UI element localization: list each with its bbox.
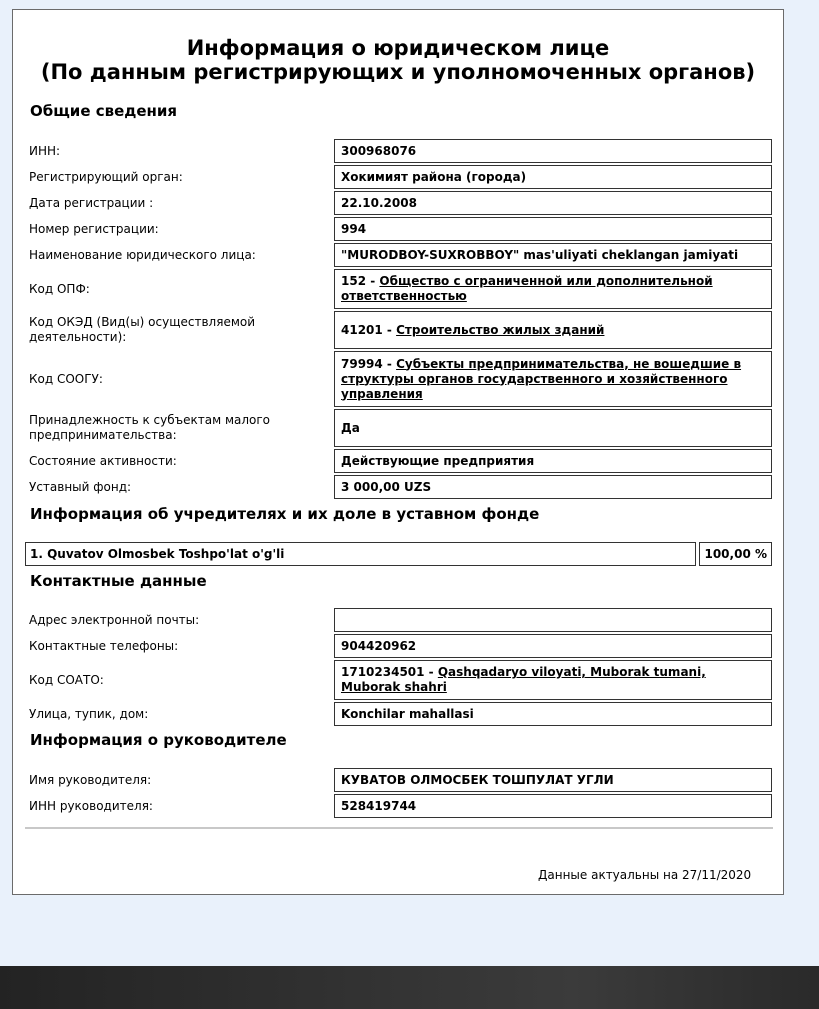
director-name-value: КУВАТОВ ОЛМОСБЕК ТОШПУЛАТ УГЛИ: [334, 768, 772, 792]
entity-name-value: "MURODBOY-SUXROBBOY" mas'uliyati cheklangan jamiyati: [334, 243, 772, 267]
founders-heading: Информация об учредителях и их доле в уставном фонде: [30, 505, 540, 523]
entity-name-label: Наименование юридического лица:: [29, 247, 256, 262]
data-actual-date: Данные актуальны на 27/11/2020: [538, 868, 752, 882]
inn-value: 300968076: [334, 139, 772, 163]
soogu-separator: -: [382, 356, 397, 371]
reg-number-label: Номер регистрации:: [29, 221, 159, 236]
soogu-label: Код СООГУ:: [29, 371, 103, 386]
reg-organ-value: Хокимият района (города): [334, 165, 772, 189]
founder-share: 100,00 %: [699, 542, 772, 566]
soato-label: Код СОАТО:: [29, 672, 104, 687]
contacts-heading: Контактные данные: [30, 572, 207, 590]
soogu-link[interactable]: Субъекты предпринимательства, не вошедшие в структуры органов государственного и хозяйственного управления: [341, 356, 742, 401]
phone-label: Контактные телефоны:: [29, 638, 179, 653]
page-title-line1: Информация о юридическом лице: [186, 36, 610, 60]
capital-value: 3 000,00 UZS: [334, 475, 772, 499]
small-biz-label: Принадлежность к субъектам малого предпринимательства:: [29, 413, 271, 442]
director-inn-value: 528419744: [334, 794, 772, 818]
director-heading: Информация о руководителе: [30, 731, 287, 749]
reg-date-label: Дата регистрации :: [29, 195, 154, 210]
reg-date-value: 22.10.2008: [334, 191, 772, 215]
opf-link[interactable]: Общество с ограниченной или дополнительной ответственностью: [341, 274, 713, 303]
soato-separator: -: [424, 665, 438, 679]
soogu-code: 79994: [341, 356, 383, 371]
opf-label: Код ОПФ:: [29, 281, 90, 296]
email-value: [334, 608, 772, 632]
oked-link[interactable]: Строительство жилых зданий: [396, 322, 605, 337]
soato-value: [334, 660, 772, 700]
reg-number-value: 994: [334, 217, 772, 241]
opf-value: [334, 269, 772, 309]
activity-label: Состояние активности:: [29, 453, 177, 468]
soato-code: 1710234501: [341, 665, 425, 679]
soato-link[interactable]: Qashqadaryo viloyati, Muborak tumani, Muborak shahri: [341, 665, 706, 694]
opf-separator: -: [366, 274, 380, 288]
general-heading: Общие сведения: [30, 102, 178, 120]
email-label: Адрес электронной почты:: [29, 612, 200, 627]
opf-code: 152: [341, 274, 367, 288]
director-inn-label: ИНН руководителя:: [29, 798, 153, 813]
reg-organ-label: Регистрирующий орган:: [29, 169, 183, 184]
phone-value: 904420962: [334, 634, 772, 658]
page-title-line2: (По данным регистрирующих и уполномоченных органов): [40, 60, 756, 84]
capital-label: Уставный фонд:: [29, 479, 132, 494]
founder-name: 1. Quvatov Olmosbek Toshpo'lat o'g'li: [25, 542, 696, 566]
street-label: Улица, тупик, дом:: [29, 706, 149, 721]
director-name-label: Имя руководителя:: [29, 772, 152, 787]
legal-entity-card: [12, 9, 784, 895]
page-title: [13, 36, 783, 84]
divider: [25, 827, 773, 829]
street-value: Konchilar mahallasi: [334, 702, 772, 726]
soogu-value: [334, 351, 772, 407]
small-biz-value: Да: [334, 409, 772, 447]
oked-value: [334, 311, 772, 349]
oked-separator: -: [382, 322, 397, 337]
activity-value: Действующие предприятия: [334, 449, 772, 473]
taskbar-strip: [0, 966, 819, 1009]
inn-label: ИНН:: [29, 143, 61, 158]
oked-code: 41201: [341, 322, 383, 337]
oked-label: Код ОКЭД (Вид(ы) осуществляемой деятельности):: [29, 315, 256, 344]
